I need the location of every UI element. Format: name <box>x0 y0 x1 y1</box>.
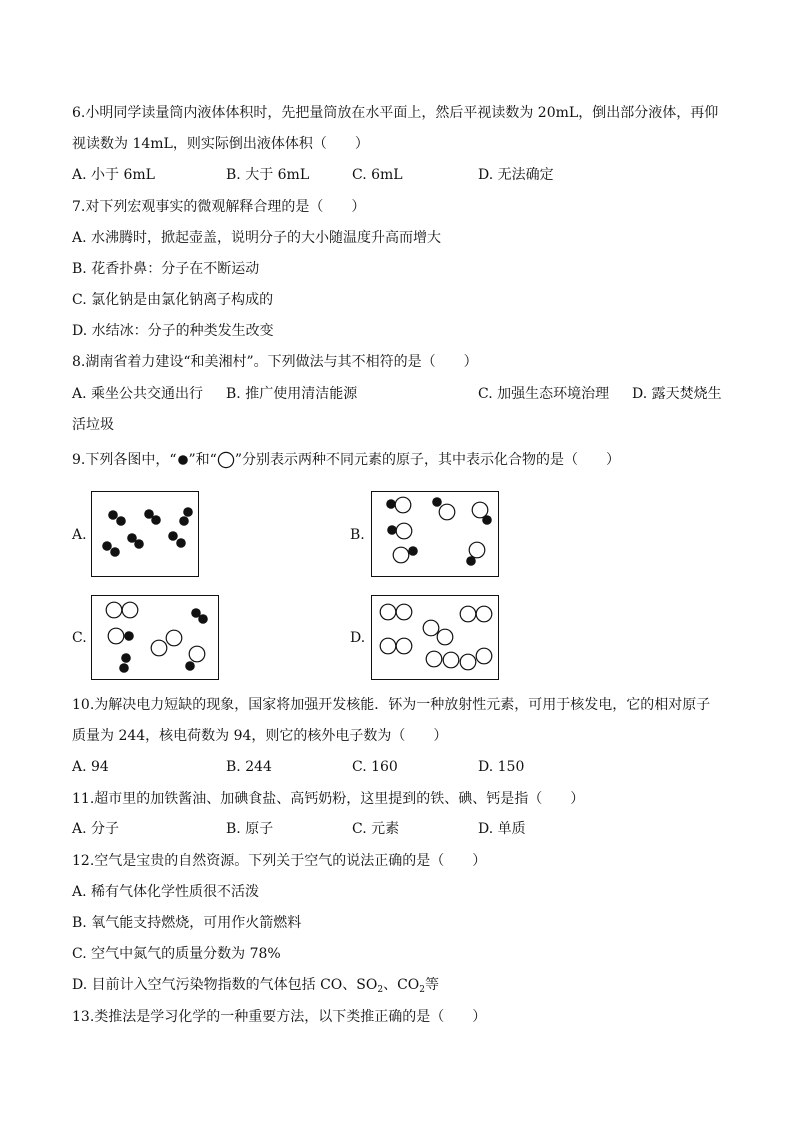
q10-option-c: C. 160 <box>352 759 398 775</box>
q12-option-b: B. 氧气能支持燃烧，可用作火箭燃料 <box>72 915 302 931</box>
q6-option-a: A. 小于 6mL <box>72 167 155 183</box>
q11-option-d: D. 单质 <box>478 821 526 837</box>
q11-option-b: B. 原子 <box>226 821 274 837</box>
diagram-a-atoms <box>92 492 198 576</box>
q8-option-b: B. 推广使用清洁能源 <box>226 386 358 402</box>
diagram-b-atoms <box>372 492 498 576</box>
diagram-a <box>91 491 199 577</box>
q7-option-a: A. 水沸腾时，掀起壶盖，说明分子的大小随温度升高而增大 <box>72 230 442 246</box>
q9-stem-pre: 9.下列各图中，“ <box>72 452 177 468</box>
q12-option-d <box>72 976 439 999</box>
q10-option-b: B. 244 <box>226 759 272 775</box>
q6-option-d: D. 无法确定 <box>478 167 554 183</box>
q11-option-c: C. 元素 <box>352 821 400 837</box>
q6-stem-line2: 视读数为 14mL，则实际倒出液体体积（ ） <box>72 136 369 152</box>
q10-option-d: D. 150 <box>478 759 525 775</box>
q8-option-c: C. 加强生态环境治理 <box>478 386 610 402</box>
q10-stem-line2: 质量为 244，核电荷数为 94，则它的核外电子数为（ ） <box>72 728 448 744</box>
q7-option-b: B. 花香扑鼻：分子在不断运动 <box>72 261 260 277</box>
q9-stem-post: ”分别表示两种不同元素的原子，其中表示化合物的是（ ） <box>234 452 620 468</box>
q13-stem: 13.类推法是学习化学的一种重要方法，以下类推正确的是（ ） <box>72 1009 487 1025</box>
q9-stem-mid: ”和“ <box>188 452 217 468</box>
q7-option-c: C. 氯化钠是由氯化钠离子构成的 <box>72 292 274 308</box>
q8-option-a: A. 乘坐公共交通出行 <box>72 386 204 402</box>
q12-option-a: A. 稀有气体化学性质很不活泼 <box>72 884 260 900</box>
diagram-d-atoms <box>372 596 498 679</box>
q12-option-d-post: 等 <box>425 977 440 993</box>
q12-option-d-sub1: 2 <box>377 985 384 995</box>
q9-label-b: B. <box>350 527 365 543</box>
q9-stem <box>72 451 620 469</box>
q6-option-b: B. 大于 6mL <box>226 167 310 183</box>
q7-stem: 7.对下列宏观事实的微观解释合理的是（ ） <box>72 199 366 215</box>
q9-label-d: D. <box>350 630 366 646</box>
q12-stem: 12.空气是宝贵的自然资源。下列关于空气的说法正确的是（ ） <box>72 853 487 869</box>
q7-option-d: D. 水结冰：分子的种类发生改变 <box>72 323 274 339</box>
diagram-c-atoms <box>92 596 218 679</box>
q12-option-c: C. 空气中氮气的质量分数为 78% <box>72 946 281 962</box>
q6-option-c: C. 6mL <box>352 167 403 183</box>
q8-option-d-continuation: 活垃圾 <box>72 417 114 433</box>
q11-option-a: A. 分子 <box>72 821 120 837</box>
q12-option-d-pre: D. 目前计入空气污染物指数的气体包括 CO、SO <box>72 977 378 993</box>
diagram-c <box>91 595 219 680</box>
q11-stem: 11.超市里的加铁酱油、加碘食盐、高钙奶粉，这里提到的铁、碘、钙是指（ ） <box>72 791 585 807</box>
white-atom-icon <box>217 451 235 469</box>
diagram-d <box>371 595 499 680</box>
diagram-b <box>371 491 499 577</box>
q9-label-c: C. <box>72 630 87 646</box>
q12-option-d-sub2: 2 <box>419 985 426 995</box>
black-atom-icon <box>177 454 189 466</box>
q10-option-a: A. 94 <box>72 759 109 775</box>
q6-stem-line1: 6.小明同学读量筒内液体体积时，先把量筒放在水平面上，然后平视读数为 20mL，倒出部分液体，再仰 <box>72 105 719 121</box>
q9-label-a: A. <box>72 527 87 543</box>
q8-option-d: D. 露天焚烧生 <box>632 386 722 402</box>
q10-stem-line1: 10.为解决电力短缺的现象，国家将加强开发核能．钚为一种放射性元素，可用于核发电，它的相对原子 <box>72 697 711 713</box>
q8-stem: 8.湖南省着力建设“和美湘村”。下列做法与其不相符的是（ ） <box>72 354 478 370</box>
q12-option-d-mid: 、CO <box>383 977 420 993</box>
